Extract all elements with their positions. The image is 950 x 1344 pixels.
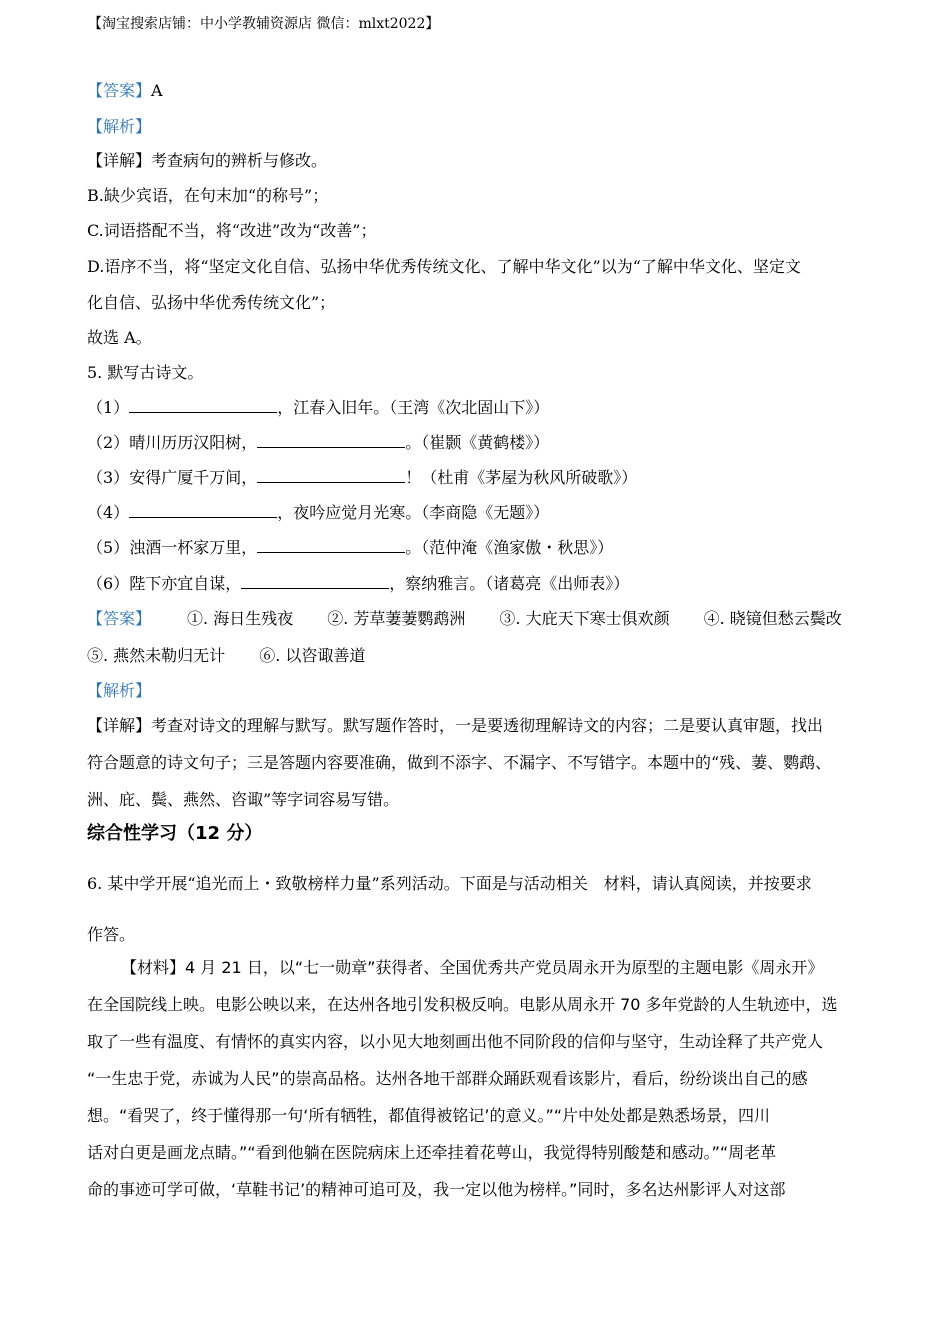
item-number: （2） — [87, 433, 130, 452]
q5-title: 5. 默写古诗文。 — [87, 363, 204, 382]
answer-blank — [129, 398, 277, 413]
page-header: 【淘宝搜索店铺：中小学教辅资源店 微信：mlxt2022】 — [88, 16, 440, 32]
item-after: 。（崔颢《黄鹤楼》） — [405, 433, 550, 452]
material-line-4: “一生忠于党，赤诚为人民”的崇高品格。达州各地干部群众踊跃观看该影片，看后，纷纷谈出自己的感 — [87, 1069, 808, 1088]
answer-tag: 【答案】 — [87, 81, 152, 100]
item-after: ，夜吟应觉月光寒。（李商隐《无题》） — [277, 503, 550, 522]
material-line-6: 话对白更是画龙点睛。”“看到他躺在医院病床上还牵挂着花萼山，我觉得特别酸楚和感动。”“周老革 — [87, 1143, 777, 1162]
material-line-2: 在全国院线上映。电影公映以来，在达州各地引发积极反响。电影从周永开 70 多年党龄的人生轨迹中，选 — [87, 995, 838, 1014]
detail-tag: 【详解】 — [87, 716, 152, 735]
item-before: 浊酒一杯家万里， — [129, 538, 258, 557]
item-number: （5） — [87, 538, 130, 557]
material-text: 4 月 21 日，以“七一勋章”获得者、全国优秀共产党员周永开为原型的主题电影《周永开》 — [185, 958, 824, 977]
answer-blank — [257, 468, 405, 483]
item-after: ，察纳雅言。（诸葛亮《出师表》） — [389, 574, 630, 593]
q4-conclusion: 故选 A。 — [87, 328, 152, 347]
q6-line-1: 6. 某中学开展“追光而上・致敬榜样力量”系列活动。下面是与活动相关 材料，请认真阅读，并按要求 — [87, 874, 812, 893]
q4-answer-line — [87, 81, 163, 101]
q5-answer-line — [87, 609, 842, 629]
q4-line-d1: D.语序不当，将“坚定文化自信、弘扬中华优秀传统文化、了解中华文化”以为“了解中华文化、坚定文 — [87, 257, 801, 276]
item-number: （6） — [87, 574, 130, 593]
material-tag: 【材料】 — [121, 958, 186, 977]
q6-line-2: 作答。 — [87, 925, 136, 944]
q4-analysis-tag: 【解析】 — [87, 117, 152, 136]
detail-text: 考查病句的辨析与修改。 — [151, 151, 328, 170]
item-number: （4） — [87, 503, 130, 522]
q5-item-3 — [87, 468, 637, 488]
q5-detail-1 — [87, 716, 823, 736]
item-before: 晴川历历汉阳树， — [129, 433, 258, 452]
answer-item-6: ⑥. 以咨诹善道 — [259, 646, 366, 665]
item-number: （3） — [87, 468, 130, 487]
item-before: 陛下亦宜自谋， — [129, 574, 242, 593]
answer-item-2: ②. 芳草萋萋鹦鹉洲 — [327, 609, 466, 628]
material-line-7: 命的事迹可学可做，‘草鞋书记’的精神可追可及，我一定以他为榜样。”同时，多名达州影评人对这部 — [87, 1180, 786, 1199]
answer-blank — [257, 433, 405, 448]
q4-line-d2: 化自信、弘扬中华优秀传统文化”； — [87, 293, 336, 312]
q4-line-b: B.缺少宾语，在句末加“的称号”； — [87, 186, 329, 205]
q4-line-c: C.词语搭配不当，将“改进”改为“改善”； — [87, 221, 377, 240]
item-before: 安得广厦千万间， — [129, 468, 258, 487]
q5-item-2 — [87, 433, 549, 453]
item-after: 。（范仲淹《渔家傲・秋思》） — [405, 538, 614, 557]
q5-answer-line-2 — [87, 646, 365, 666]
q5-item-1 — [87, 398, 549, 418]
detail-text: 考查对诗文的理解与默写。默写题作答时，一是要透彻理解诗文的内容；二是要认真审题，找出 — [151, 716, 824, 735]
item-after: ！（杜甫《茅屋为秋风所破歌》） — [405, 468, 638, 487]
section-title: 综合性学习（12 分） — [87, 823, 263, 844]
item-number: （1） — [87, 398, 130, 417]
q5-detail-2: 符合题意的诗文句子；三是答题内容要准确，做到不添字、不漏字、不写错字。本题中的“残、萋、鹦鹉、 — [87, 753, 832, 772]
answer-item-3: ③. 大庇天下寒士俱欢颜 — [499, 609, 670, 628]
answer-blank — [257, 538, 405, 553]
answer-tag: 【答案】 — [87, 609, 152, 628]
q5-item-4 — [87, 503, 549, 523]
q5-item-6 — [87, 574, 629, 594]
answer-item-4: ④. 晓镜但愁云鬓改 — [703, 609, 842, 628]
answer-blank — [129, 503, 277, 518]
detail-tag: 【详解】 — [87, 151, 152, 170]
q5-detail-3: 洲、庇、鬓、燕然、咨诹”等字词容易写错。 — [87, 790, 400, 809]
material-line-1 — [121, 958, 823, 978]
material-line-3: 取了一些有温度、有情怀的真实内容，以小见大地刻画出他不同阶段的信仰与坚守，生动诠释了共产党人 — [87, 1032, 824, 1051]
material-line-5: 想。“看哭了，终于懂得那一句‘所有牺牲，都值得被铭记’的意义。”“片中处处都是熟悉场景，四川 — [87, 1106, 771, 1125]
q5-item-5 — [87, 538, 613, 558]
answer-item-5: ⑤. 燕然未勒归无计 — [87, 646, 226, 665]
item-after: ，江春入旧年。（王湾《次北固山下》） — [277, 398, 550, 417]
answer-blank — [241, 574, 389, 589]
answer-value: A — [151, 81, 163, 100]
answer-item-1: ①. 海日生残夜 — [187, 609, 294, 628]
q4-detail — [87, 151, 327, 171]
q5-analysis-tag: 【解析】 — [87, 681, 152, 700]
